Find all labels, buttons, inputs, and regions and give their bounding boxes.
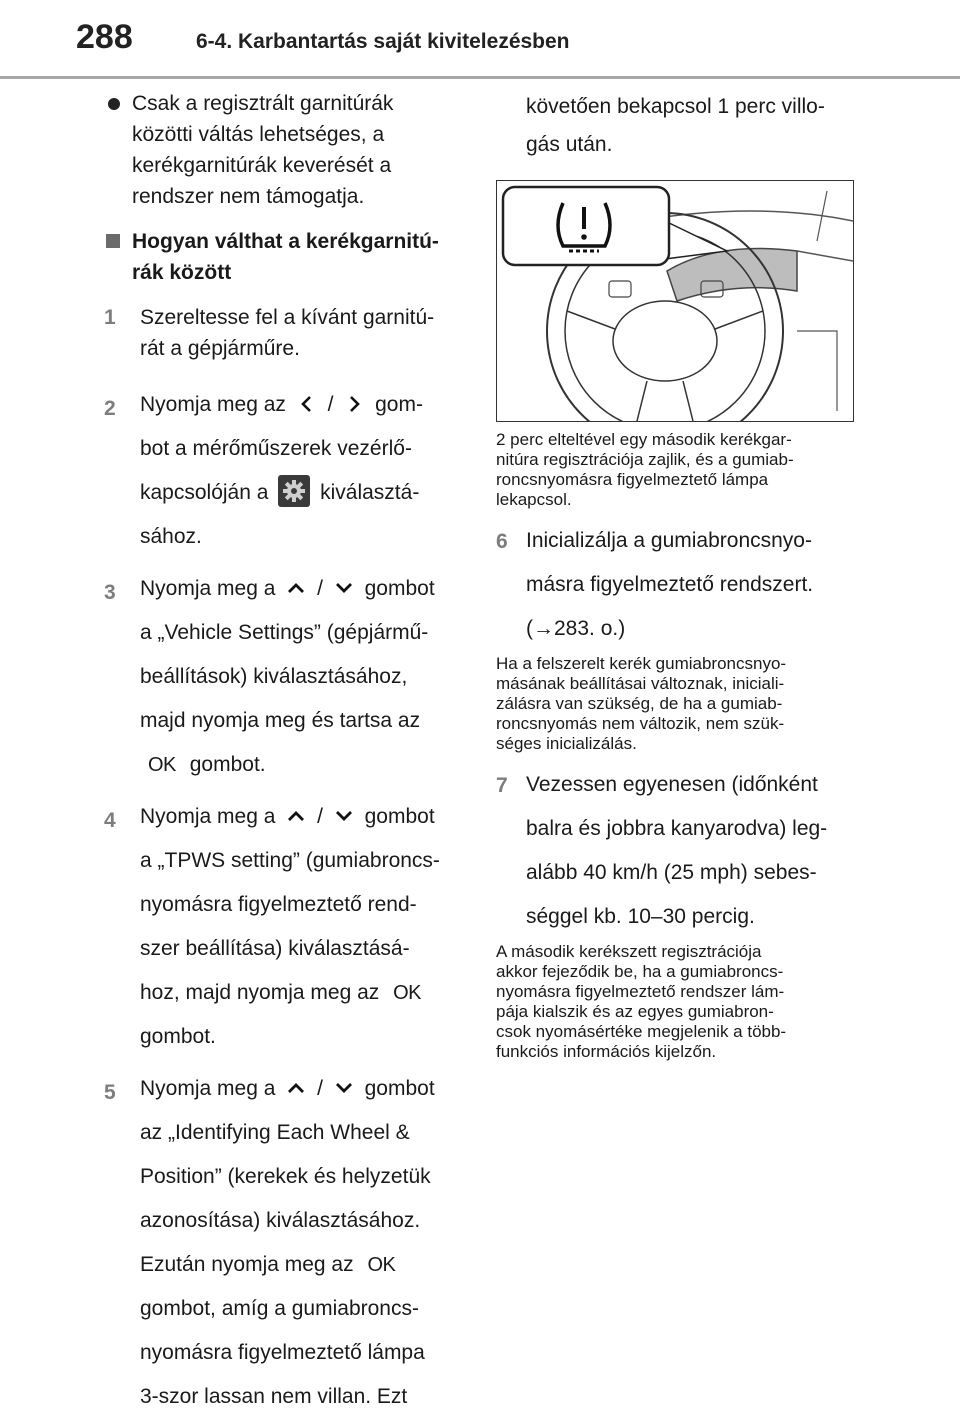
ok-button-icon: OK	[393, 982, 422, 1004]
step-4	[104, 798, 464, 1056]
text-line	[140, 570, 464, 608]
text-line: bot a mérőműszerek vezérlő-	[140, 437, 412, 460]
text-line: nitúra regisztrációja zajlik, és a gumiab-	[496, 450, 794, 469]
gear-icon	[278, 475, 310, 507]
text-fragment: gombot	[364, 577, 435, 600]
text-line: Ha a felszerelt kerék gumiabroncsnyo-	[496, 654, 787, 673]
text-fragment: gombot.	[189, 753, 266, 776]
text-fragment: Nyomja meg a	[140, 577, 276, 600]
chevron-up-icon	[287, 807, 305, 825]
text-line: alább 40 km/h (25 mph) sebes-	[526, 861, 817, 884]
heading-square-icon	[106, 234, 120, 248]
step-number: 6	[496, 530, 508, 553]
text-line: pája kialszik és az egyes gumiabron-	[496, 1002, 774, 1021]
text-line: közötti váltás lehetséges, a	[132, 123, 385, 146]
text-line: nyomásra figyelmeztető lámpa	[140, 1341, 425, 1364]
text-fragment: gombot	[364, 1077, 435, 1100]
heading-line: rák között	[132, 261, 232, 284]
tpms-warning-light-illustration	[496, 180, 854, 422]
figure-caption	[496, 430, 856, 510]
text-line: nyomásra figyelmeztető rendszer lám-	[496, 982, 785, 1001]
step-5	[104, 1070, 464, 1416]
ok-button-icon: OK	[148, 754, 176, 776]
text-line: gás után.	[526, 133, 613, 156]
text-fragment: gom-	[375, 393, 423, 416]
section-title: 6-4. Karbantartás saját kivitelezésben	[196, 30, 570, 53]
heading-line: Hogyan válthat a kerékgarnitú-	[132, 230, 439, 253]
bullet-note	[104, 88, 464, 212]
text-line: 2 perc elteltével egy második kerékgar-	[496, 430, 792, 449]
text-fragment: /	[317, 1077, 323, 1100]
text-line: lekapcsol.	[496, 490, 572, 509]
text-line: roncsnyomásra figyelmeztető lámpa	[496, 470, 769, 489]
step-number: 3	[104, 581, 116, 604]
text-line	[140, 386, 464, 424]
text-line: Szereltesse fel a kívánt garnitú-	[140, 306, 435, 329]
text-fragment: Nyomja meg a	[140, 1077, 276, 1100]
text-line: A második kerékszett regisztrációja	[496, 942, 762, 961]
text-line: Position” (kerekek és helyzetük	[140, 1165, 431, 1188]
text-line: a „Vehicle Settings” (gépjármű-	[140, 621, 429, 644]
text-line	[140, 746, 464, 784]
chevron-down-icon	[335, 579, 353, 597]
step-number: 5	[104, 1081, 116, 1104]
page-header	[0, 0, 960, 78]
step-number: 7	[496, 774, 508, 797]
text-line: rendszer nem támogatja.	[132, 185, 365, 208]
text-line: balra és jobbra kanyarodva) leg-	[526, 817, 828, 840]
chevron-up-icon	[287, 579, 305, 597]
ok-button-icon: OK	[367, 1254, 396, 1276]
text-line	[140, 1070, 464, 1108]
text-fragment: Nyomja meg a	[140, 805, 276, 828]
chevron-up-icon	[287, 1079, 305, 1097]
text-line: 3-szor lassan nem villan. Ezt	[140, 1385, 408, 1408]
text-line: kerékgarnitúrák keverését a	[132, 154, 392, 177]
text-fragment: /	[327, 393, 334, 416]
header-divider	[0, 76, 960, 79]
text-line: Csak a regisztrált garnitúrák	[132, 92, 394, 115]
text-line: rát a gépjárműre.	[140, 337, 300, 360]
page-number: 288	[76, 18, 133, 56]
text-fragment: /	[317, 805, 323, 828]
text-line: séges inicializálás.	[496, 734, 637, 753]
text-line: gombot.	[140, 1025, 216, 1048]
note-initialization	[496, 654, 856, 754]
text-fragment: hoz, majd nyomja meg az	[140, 981, 380, 1004]
text-line: Inicializálja a gumiabroncsnyo-	[526, 529, 812, 552]
step-1	[104, 302, 464, 364]
right-column	[496, 88, 856, 1062]
dashboard-steering-wheel-drawing	[497, 181, 853, 421]
step-number: 2	[104, 397, 116, 420]
chevron-down-icon	[335, 807, 353, 825]
text-line: csok nyomásértéke megjelenik a több-	[496, 1022, 787, 1041]
bullet-dot-icon	[108, 98, 120, 110]
text-line: az „Identifying Each Wheel &	[140, 1121, 410, 1144]
text-line	[140, 974, 464, 1012]
text-line: Vezessen egyenesen (időnként	[526, 773, 818, 796]
step-5-continuation	[496, 88, 856, 164]
text-line: másra figyelmeztető rendszert.	[526, 573, 814, 596]
text-line: zálásra van szükség, de ha a gumiab-	[496, 694, 783, 713]
note-completion	[496, 942, 856, 1062]
text-line: séggel kb. 10–30 percig.	[526, 905, 755, 928]
text-fragment: kiválasztá-	[320, 481, 420, 504]
step-number: 1	[104, 306, 116, 329]
text-line: beállítások) kiválasztásához,	[140, 665, 408, 688]
text-fragment: /	[317, 577, 323, 600]
step-7	[496, 766, 856, 936]
chevron-down-icon	[335, 1079, 353, 1097]
subsection-heading	[104, 226, 464, 288]
text-line: másának beállításai változnak, iniciali-	[496, 674, 785, 693]
step-3	[104, 570, 464, 784]
text-fragment: Ezután nyomja meg az	[140, 1253, 354, 1276]
step-6	[496, 522, 856, 648]
text-line: szer beállítása) kiválasztásá-	[140, 937, 410, 960]
text-line: akkor fejeződik be, ha a gumiabroncs-	[496, 962, 784, 981]
text-line: nyomásra figyelmeztető rend-	[140, 893, 417, 916]
text-line: roncsnyomás nem változik, nem szük-	[496, 714, 785, 733]
text-line: (→283. o.)	[526, 617, 626, 640]
text-fragment: gombot	[364, 805, 435, 828]
text-line	[140, 1246, 464, 1284]
text-line	[140, 474, 464, 512]
chevron-left-icon	[298, 395, 316, 413]
left-column	[104, 88, 464, 1422]
text-line: gombot, amíg a gumiabroncs-	[140, 1297, 419, 1320]
text-line: azonosítása) kiválasztásához.	[140, 1209, 421, 1232]
text-fragment: kapcsolóján a	[140, 481, 269, 504]
text-line	[140, 798, 464, 836]
text-line: a „TPWS setting” (gumiabroncs-	[140, 849, 440, 872]
step-2	[104, 386, 464, 556]
text-line: követően bekapcsol 1 perc villo-	[526, 95, 825, 118]
text-line: funkciós információs kijelzőn.	[496, 1042, 717, 1061]
text-line: majd nyomja meg és tartsa az	[140, 709, 421, 732]
chevron-right-icon	[345, 395, 363, 413]
step-number: 4	[104, 809, 116, 832]
text-fragment: Nyomja meg az	[140, 393, 286, 416]
text-line: sához.	[140, 525, 202, 548]
